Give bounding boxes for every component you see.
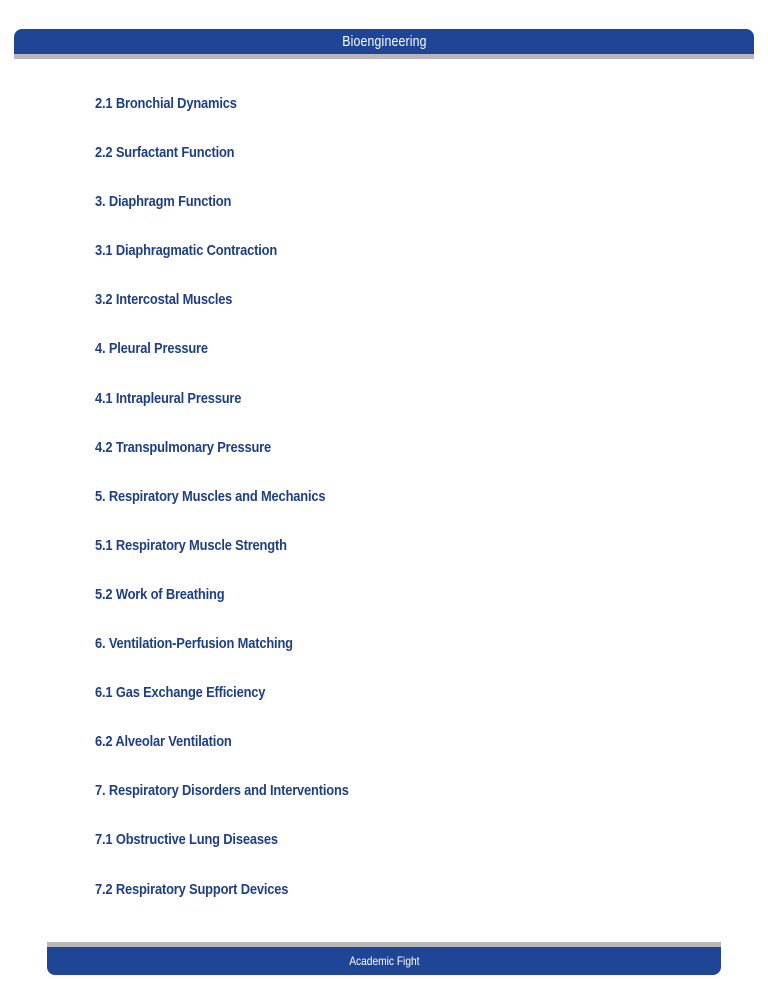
toc-entry: 6.1 Gas Exchange Efficiency bbox=[95, 684, 266, 702]
toc-entry: 5. Respiratory Muscles and Mechanics bbox=[95, 487, 326, 505]
toc-entry: 5.2 Work of Breathing bbox=[95, 585, 225, 603]
toc-entry: 6.2 Alveolar Ventilation bbox=[95, 733, 232, 751]
toc-entry: 4. Pleural Pressure bbox=[95, 340, 208, 358]
toc-entry: 3.1 Diaphragmatic Contraction bbox=[95, 242, 278, 260]
toc-entry: 2.2 Surfactant Function bbox=[95, 144, 235, 162]
toc-entry: 6. Ventilation-Perfusion Matching bbox=[95, 635, 293, 653]
page-footer bbox=[47, 947, 721, 975]
table-of-contents bbox=[95, 94, 390, 929]
header-divider bbox=[14, 54, 754, 59]
toc-entry: 3.2 Intercostal Muscles bbox=[95, 291, 233, 309]
toc-entry: 4.1 Intrapleural Pressure bbox=[95, 389, 242, 407]
toc-entry: 5.1 Respiratory Muscle Strength bbox=[95, 536, 287, 554]
toc-entry: 7.1 Obstructive Lung Diseases bbox=[95, 831, 278, 849]
toc-entry: 4.2 Transpulmonary Pressure bbox=[95, 438, 272, 456]
footer-text: Academic Fight bbox=[348, 954, 420, 968]
header-title: Bioengineering bbox=[341, 33, 427, 50]
toc-entry: 3. Diaphragm Function bbox=[95, 193, 232, 211]
toc-entry: 2.1 Bronchial Dynamics bbox=[95, 95, 237, 112]
toc-entry: 7.2 Respiratory Support Devices bbox=[95, 880, 289, 898]
toc-entry: 7. Respiratory Disorders and Interventions bbox=[95, 782, 349, 800]
page-header bbox=[14, 29, 754, 54]
